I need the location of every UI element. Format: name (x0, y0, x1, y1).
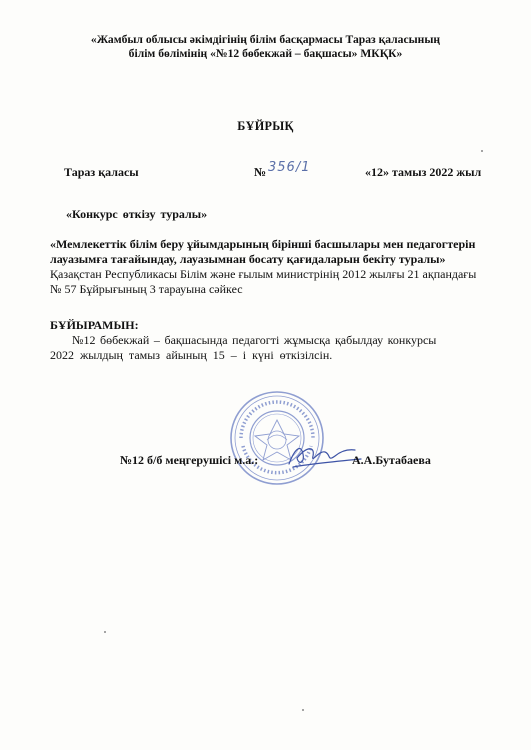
signer-title: №12 б/б меңгерушісі м.а.: (120, 453, 259, 467)
organization-line-2: білім бөлімінің «№12 бөбекжай – бақшасы» МКҚК» (128, 47, 403, 60)
legal-basis-line-1: Қазақстан Республикасы Білім және ғылым министрінің 2012 жылғы 21 ақпандағы (50, 267, 477, 281)
signer-name: А.А.Бутабаева (352, 453, 431, 467)
scan-speck (481, 150, 483, 152)
scan-speck (302, 709, 304, 711)
order-heading: БҰЙЫРАМЫН: (50, 318, 139, 332)
order-date: «12» тамыз 2022 жыл (365, 165, 482, 179)
order-number-handwritten: 356/1 (268, 160, 311, 175)
official-stamp-icon (229, 390, 325, 486)
city: Тараз қаласы (64, 165, 139, 179)
legal-basis-line-2: № 57 Бұйрығының 3 тарауына сәйкес (50, 282, 243, 296)
organization-line-1: «Жамбыл облысы әкімдігінің білім басқармасы Тараз қаласының (90, 33, 441, 46)
order-number-label: № (254, 165, 267, 179)
rules-title-line-1: «Мемлекеттік білім беру ұйымдарының бірінші басшылары мен педагогтерін (50, 237, 476, 251)
order-subject: «Конкурс өткізу туралы» (66, 207, 208, 221)
rules-title-line-2: лауазымға тағайындау, лауазымнан босату қағидаларын бекіту туралы» (50, 252, 446, 266)
scan-speck (104, 631, 106, 633)
order-body-line-2: 2022 жылдың тамыз айының 15 – і күні өткізілсін. (50, 348, 333, 362)
order-body-line-1: №12 бөбекжай – бақшасында педагогті жұмысқа қабылдау конкурсы (72, 333, 437, 347)
document-title: БҰЙРЫҚ (237, 119, 294, 133)
